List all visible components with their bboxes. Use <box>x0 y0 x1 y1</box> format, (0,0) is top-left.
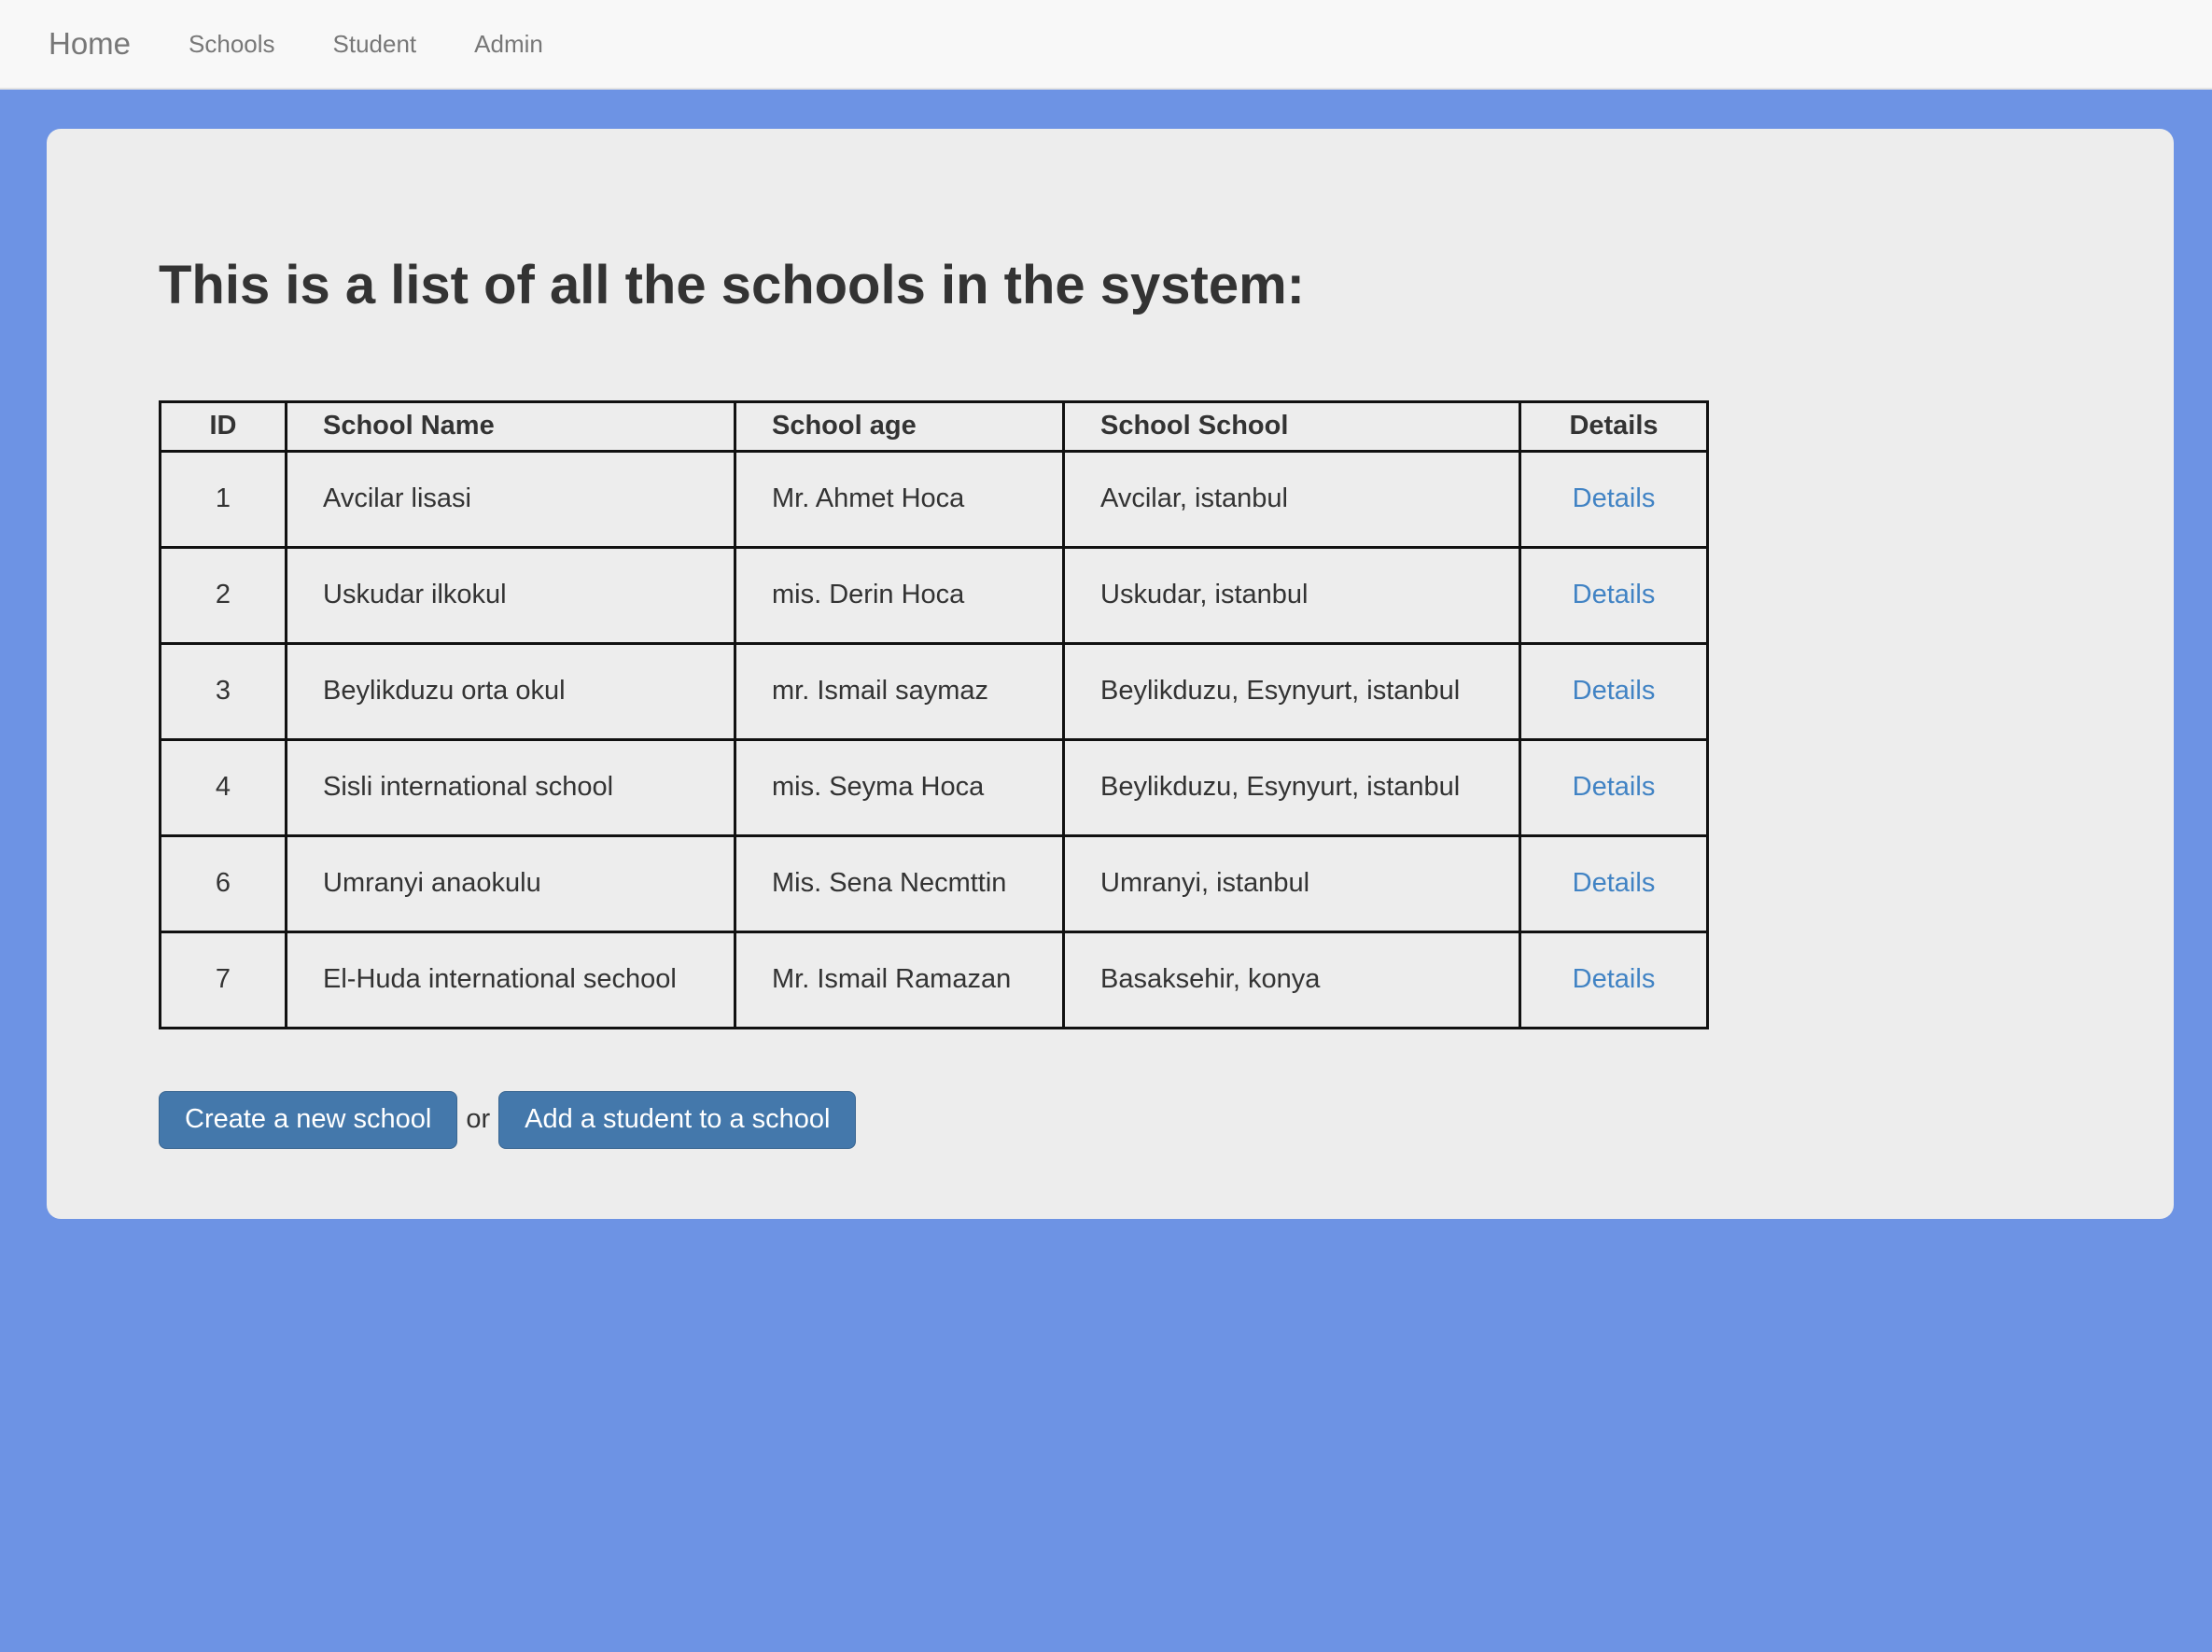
cell-school-name: El-Huda international sechool <box>287 931 735 1028</box>
schools-table <box>159 400 1709 1029</box>
details-link[interactable]: Details <box>1572 868 1656 899</box>
cell-school-school: Basaksehir, konya <box>1064 931 1520 1028</box>
cell-details <box>1520 451 1708 547</box>
cell-school-name: Uskudar ilkokul <box>287 547 735 643</box>
cell-school-name: Umranyi anaokulu <box>287 835 735 931</box>
create-school-button[interactable]: Create a new school <box>159 1091 457 1149</box>
cell-id: 1 <box>161 451 287 547</box>
table-row <box>161 931 1708 1028</box>
actions-row <box>159 1091 2062 1149</box>
cell-school-age: Mis. Sena Necmttin <box>735 835 1064 931</box>
cell-school-age: Mr. Ismail Ramazan <box>735 931 1064 1028</box>
details-link[interactable]: Details <box>1572 676 1656 707</box>
nav-brand-home[interactable]: Home <box>49 26 132 61</box>
cell-school-school: Umranyi, istanbul <box>1064 835 1520 931</box>
table-header-row <box>161 401 1708 451</box>
cell-details <box>1520 835 1708 931</box>
details-link[interactable]: Details <box>1572 772 1656 803</box>
cell-details <box>1520 931 1708 1028</box>
column-header-id: ID <box>161 401 287 451</box>
details-link[interactable]: Details <box>1572 483 1656 514</box>
cell-id: 3 <box>161 643 287 739</box>
cell-school-name: Beylikduzu orta okul <box>287 643 735 739</box>
navbar <box>0 0 2212 90</box>
page-title: This is a list of all the schools in the system: <box>159 255 1305 315</box>
cell-id: 7 <box>161 931 287 1028</box>
column-header-school-school: School School <box>1064 401 1520 451</box>
cell-id: 6 <box>161 835 287 931</box>
table-row <box>161 835 1708 931</box>
table-row <box>161 547 1708 643</box>
nav-item-schools[interactable]: Schools <box>189 29 275 58</box>
add-student-button[interactable]: Add a student to a school <box>498 1091 856 1149</box>
cell-school-school: Beylikduzu, Esynyurt, istanbul <box>1064 643 1520 739</box>
details-link[interactable]: Details <box>1572 580 1656 610</box>
cell-details <box>1520 643 1708 739</box>
cell-school-name: Avcilar lisasi <box>287 451 735 547</box>
cell-details <box>1520 739 1708 835</box>
nav-item-admin[interactable]: Admin <box>474 29 543 58</box>
nav-item-student[interactable]: Student <box>332 29 417 58</box>
cell-details <box>1520 547 1708 643</box>
content-card <box>47 129 2174 1219</box>
cell-school-name: Sisli international school <box>287 739 735 835</box>
column-header-details: Details <box>1520 401 1708 451</box>
column-header-school-name: School Name <box>287 401 735 451</box>
cell-school-school: Uskudar, istanbul <box>1064 547 1520 643</box>
cell-school-age: Mr. Ahmet Hoca <box>735 451 1064 547</box>
cell-id: 2 <box>161 547 287 643</box>
cell-id: 4 <box>161 739 287 835</box>
column-header-school-age: School age <box>735 401 1064 451</box>
details-link[interactable]: Details <box>1572 964 1656 995</box>
table-row <box>161 451 1708 547</box>
cell-school-school: Avcilar, istanbul <box>1064 451 1520 547</box>
cell-school-school: Beylikduzu, Esynyurt, istanbul <box>1064 739 1520 835</box>
table-row <box>161 643 1708 739</box>
cell-school-age: mis. Seyma Hoca <box>735 739 1064 835</box>
cell-school-age: mis. Derin Hoca <box>735 547 1064 643</box>
cell-school-age: mr. Ismail saymaz <box>735 643 1064 739</box>
or-label: or <box>466 1104 491 1135</box>
table-row <box>161 739 1708 835</box>
